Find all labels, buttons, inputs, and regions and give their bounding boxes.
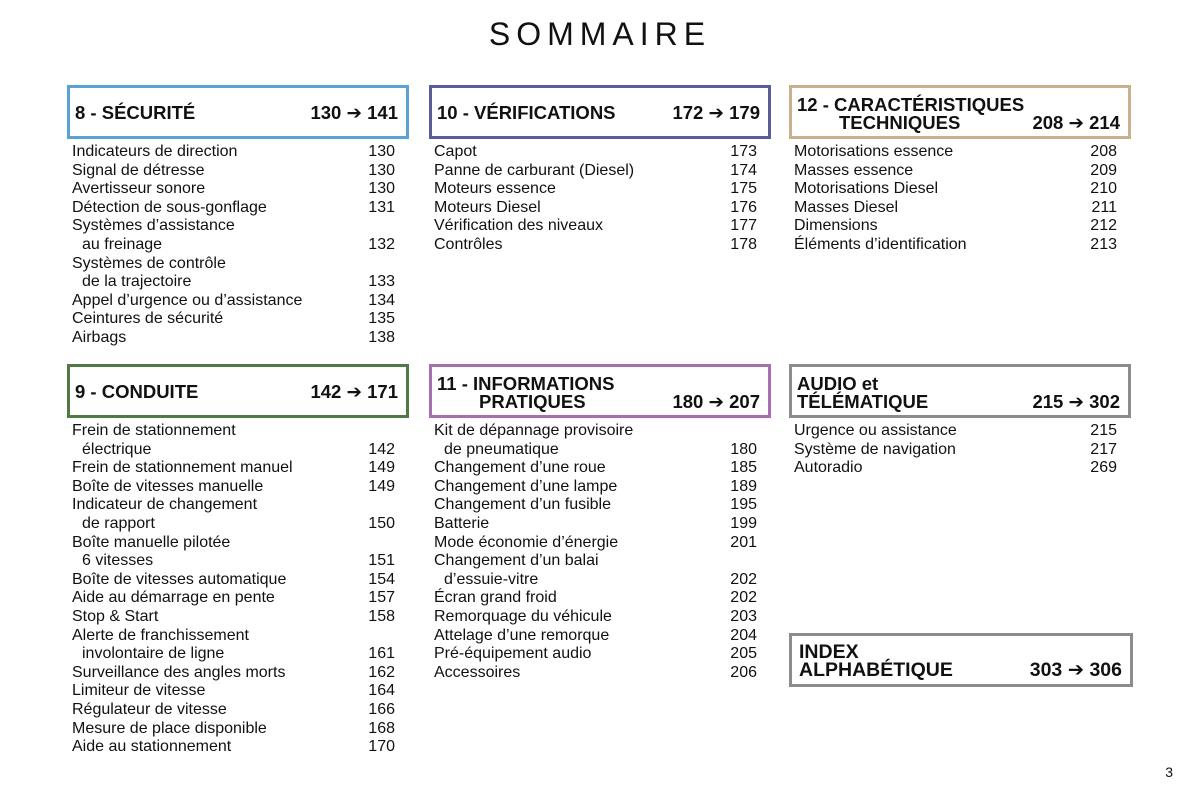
toc-entry[interactable] [72,162,395,181]
toc-entry[interactable] [434,236,757,255]
entry-page: 166 [368,700,395,718]
page-range: 130 ➔ 141 [310,102,398,123]
entry-label: Avertisseur sonore [72,180,206,198]
section-title-line1: 12 - CARACTÉRISTIQUES [797,94,1025,115]
entry-page: 133 [368,273,395,291]
entry-page: 157 [368,589,395,607]
section-title-line2: TÉLÉMATIQUE [797,391,929,412]
entry-label: Attelage d’une remorque [434,626,610,644]
toc-entry[interactable] [794,217,1117,236]
toc-entry[interactable] [434,589,757,608]
entry-page: 174 [730,161,757,179]
entry-label: Stop & Start [72,607,159,625]
entry-page: 203 [730,607,757,625]
entry-label: Ceintures de sécurité [72,310,224,328]
entry-label-cont: de pneumatique [444,440,559,458]
toc-entry[interactable] [434,422,757,459]
entry-label: Capot [434,143,477,160]
entry-label-cont: d’essuie-vitre [444,570,539,588]
entry-page: 208 [1090,143,1117,160]
toc-entry[interactable] [434,217,757,236]
entry-label-cont: involontaire de ligne [82,645,225,663]
entry-label: Éléments d’identification [794,235,967,253]
entry-label: Changement d’une lampe [434,477,618,495]
section-header-verifications[interactable] [429,85,771,139]
entry-label: Boîte manuelle pilotée [72,533,231,551]
entry-page: 212 [1090,217,1117,235]
section-informations [429,364,771,682]
entry-page: 176 [730,198,757,216]
entry-label-cont: de la trajectoire [82,273,192,291]
section-title-line1: INDEX [799,641,859,663]
toc-entry[interactable] [434,608,757,627]
toc-entry[interactable] [72,738,395,757]
entry-page: 209 [1090,161,1117,179]
entry-label: Système de navigation [794,440,956,458]
arrow-right-icon: ➔ [708,391,724,412]
section-title-line1: 11 - INFORMATIONS [437,373,615,394]
section-verifications [429,85,771,255]
entry-label: Masses Diesel [794,198,899,216]
entry-page: 189 [730,477,757,495]
entry-label: Moteurs essence [434,180,556,198]
toc-entry[interactable] [72,292,395,311]
entry-page: 134 [368,291,395,309]
entry-label: Indicateurs de direction [72,143,238,160]
toc-entry[interactable] [72,664,395,683]
entry-page: 142 [368,440,395,458]
entry-page: 180 [730,440,757,458]
entry-label: Frein de stationnement manuel [72,459,293,477]
section-title: 8 - SÉCURITÉ [75,102,196,123]
entry-page: 205 [730,645,757,663]
entry-label: Alerte de franchissement [72,626,249,644]
toc-entry[interactable] [72,199,395,218]
page-range: 303 ➔ 306 [1029,659,1122,681]
toc-entry[interactable] [434,515,757,534]
section-header-audio[interactable] [789,364,1131,418]
section-entries [429,422,771,682]
section-securite [67,85,409,348]
entry-page: 195 [730,496,757,514]
entry-label: Régulateur de vitesse [72,700,227,718]
section-header-conduite[interactable] [67,364,409,418]
page-title: SOMMAIRE [488,16,712,52]
toc-entry[interactable] [72,255,395,292]
toc-entry[interactable] [434,162,757,181]
entry-page: 185 [730,459,757,477]
toc-entry[interactable] [72,310,395,329]
entry-page: 164 [368,682,395,700]
entry-label: Remorquage du véhicule [434,607,612,625]
entry-page: 149 [368,477,395,495]
entry-label: Motorisations Diesel [794,180,939,198]
entry-label-cont: au freinage [82,235,163,253]
entry-page: 175 [730,180,757,198]
page-number: 3 [1165,764,1173,780]
arrow-right-icon: ➔ [346,102,362,123]
entry-page: 215 [1090,422,1117,439]
entry-page: 162 [368,663,395,681]
entry-page: 168 [368,719,395,737]
toc-entry[interactable] [794,236,1117,255]
entry-page: 202 [730,570,757,588]
entry-page: 201 [730,533,757,551]
page-range: 180 ➔ 207 [672,391,760,412]
section-header-securite[interactable] [67,85,409,139]
toc-entry[interactable] [72,422,395,459]
section-header-informations[interactable] [429,364,771,418]
entry-label: Accessoires [434,663,521,681]
entry-page: 135 [368,310,395,328]
entry-label: Signal de détresse [72,161,205,179]
toc-entry[interactable] [794,459,1117,478]
section-header-index[interactable] [789,633,1133,687]
toc-entry[interactable] [794,199,1117,218]
toc-entry[interactable] [434,534,757,553]
entry-label: Surveillance des angles morts [72,663,286,681]
toc-entry[interactable] [72,720,395,739]
entry-label: Moteurs Diesel [434,198,541,216]
toc-entry[interactable] [72,534,395,571]
toc-entry[interactable] [434,180,757,199]
toc-entry[interactable] [72,571,395,590]
section-caracteristiques [789,85,1131,255]
entry-label: Autoradio [794,459,863,477]
entry-page: 130 [368,161,395,179]
page-range: 208 ➔ 214 [1032,112,1120,133]
toc-entry[interactable] [72,217,395,254]
entry-page: 199 [730,514,757,532]
arrow-right-icon: ➔ [346,381,362,402]
toc-entry[interactable] [72,478,395,497]
entry-label: Indicateur de changement [72,496,258,514]
section-title: 10 - VÉRIFICATIONS [437,102,616,123]
entry-label: Écran grand froid [434,589,557,607]
section-entries [67,422,409,757]
page-range: 215 ➔ 302 [1032,391,1120,412]
section-entries [67,143,409,348]
entry-label: Masses essence [794,161,914,179]
entry-page: 178 [730,235,757,253]
entry-label: Appel d’urgence ou d’assistance [72,291,303,309]
toc-entry[interactable] [434,664,757,683]
section-title: 9 - CONDUITE [75,381,199,402]
toc-entry[interactable] [434,143,757,162]
entry-page: 217 [1090,440,1117,458]
entry-page: 131 [368,198,395,216]
toc-entry[interactable] [794,143,1117,162]
toc-entry[interactable] [72,608,395,627]
toc-entry[interactable] [434,645,757,664]
toc-entry[interactable] [72,459,395,478]
page-range: 172 ➔ 179 [672,102,760,123]
entry-page: 149 [368,459,395,477]
toc-entry[interactable] [794,441,1117,460]
section-header-caracteristiques[interactable] [789,85,1131,139]
entry-label: Vérification des niveaux [434,217,603,235]
entry-label: Panne de carburant (Diesel) [434,161,635,179]
entry-page: 130 [368,143,395,160]
section-index [789,633,1133,687]
entry-label: Motorisations essence [794,143,954,160]
entry-label: Détection de sous-gonflage [72,198,267,216]
entry-page: 269 [1090,459,1117,477]
entry-page: 211 [1091,198,1117,216]
entry-page: 210 [1090,180,1117,198]
entry-page: 213 [1090,235,1117,253]
toc-entry[interactable] [72,329,395,348]
toc-entry[interactable] [434,459,757,478]
toc-entry[interactable] [72,589,395,608]
toc-entry[interactable] [434,478,757,497]
entry-label: Systèmes d’assistance [72,217,235,235]
entry-label: Kit de dépannage provisoire [434,422,634,439]
entry-page: 161 [368,645,395,663]
entry-label-cont: de rapport [82,514,155,532]
entry-label: Dimensions [794,217,878,235]
section-entries [789,143,1131,255]
toc-entry[interactable] [434,199,757,218]
entry-label: Batterie [434,514,490,532]
arrow-right-icon: ➔ [1068,112,1084,133]
entry-page: 151 [368,552,395,570]
page-range: 142 ➔ 171 [310,381,398,402]
arrow-right-icon: ➔ [1067,659,1085,681]
entry-label: Systèmes de contrôle [72,254,226,272]
entry-label: Urgence ou assistance [794,422,957,439]
toc-entry[interactable] [72,496,395,533]
entry-label: Mode économie d’énergie [434,533,619,551]
toc-entry[interactable] [434,627,757,646]
toc-entry[interactable] [794,162,1117,181]
toc-entry[interactable] [434,552,757,589]
arrow-right-icon: ➔ [708,102,724,123]
entry-label: Changement d’une roue [434,459,606,477]
entry-label: Changement d’un balai [434,552,599,570]
entry-label: Changement d’un fusible [434,496,612,514]
section-title-line2: TECHNIQUES [839,112,961,133]
entry-label: Contrôles [434,235,503,253]
entry-page: 177 [730,217,757,235]
entry-page: 132 [368,235,395,253]
toc-entry[interactable] [72,627,395,664]
toc-entry[interactable] [794,422,1117,441]
entry-page: 138 [368,328,395,346]
toc-entry[interactable] [72,701,395,720]
entry-page: 202 [730,589,757,607]
section-title-line1: AUDIO et [797,373,879,394]
section-conduite [67,364,409,757]
entry-page: 204 [730,626,757,644]
entry-label-cont: électrique [82,440,152,458]
entry-page: 130 [368,180,395,198]
entry-label: Boîte de vitesses manuelle [72,477,264,495]
entry-label-cont: 6 vitesses [82,552,154,570]
entry-page: 173 [730,143,757,160]
toc-entry[interactable] [72,180,395,199]
section-entries [429,143,771,255]
entry-label: Pré-équipement audio [434,645,592,663]
entry-label: Boîte de vitesses automatique [72,570,287,588]
section-entries [789,422,1131,478]
entry-label: Airbags [72,328,127,346]
entry-label: Frein de stationnement [72,422,236,439]
toc-entry[interactable] [794,180,1117,199]
toc-entry[interactable] [72,682,395,701]
entry-page: 158 [368,607,395,625]
entry-page: 154 [368,570,395,588]
entry-label: Limiteur de vitesse [72,682,206,700]
entry-page: 150 [368,514,395,532]
arrow-right-icon: ➔ [1068,391,1084,412]
section-title-line2: ALPHABÉTIQUE [799,659,953,681]
entry-label: Mesure de place disponible [72,719,267,737]
toc-entry[interactable] [434,496,757,515]
section-audio [789,364,1131,478]
entry-page: 206 [730,663,757,681]
section-title-line2: PRATIQUES [479,391,586,412]
toc-entry[interactable] [72,143,395,162]
entry-label: Aide au stationnement [72,738,232,756]
entry-page: 170 [368,738,395,756]
entry-label: Aide au démarrage en pente [72,589,275,607]
